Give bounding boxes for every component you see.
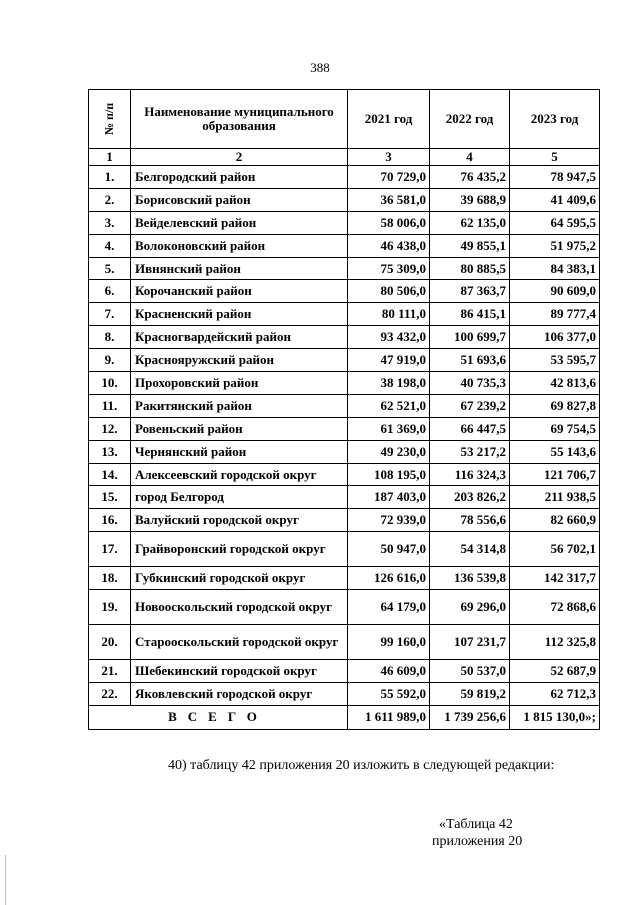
value-2023: 56 702,1 xyxy=(510,532,600,567)
value-2023: 78 947,5 xyxy=(510,166,600,189)
value-2021: 99 160,0 xyxy=(348,625,430,660)
municipality-name: Белгородский район xyxy=(131,166,348,189)
row-number: 10. xyxy=(89,372,131,395)
row-number: 7. xyxy=(89,303,131,326)
value-2022: 39 688,9 xyxy=(430,188,510,211)
value-2021: 126 616,0 xyxy=(348,567,430,590)
value-2021: 108 195,0 xyxy=(348,463,430,486)
value-2021: 58 006,0 xyxy=(348,211,430,234)
value-2023: 142 317,7 xyxy=(510,567,600,590)
value-2021: 72 939,0 xyxy=(348,509,430,532)
value-2023: 121 706,7 xyxy=(510,463,600,486)
total-row xyxy=(89,705,600,729)
value-2021: 46 438,0 xyxy=(348,234,430,257)
municipality-name: Алексеевский городской округ xyxy=(131,463,348,486)
row-number: 2. xyxy=(89,188,131,211)
value-2023: 53 595,7 xyxy=(510,349,600,372)
municipality-name: Грайворонский городской округ xyxy=(131,532,348,567)
header-2021: 2021 год xyxy=(348,90,430,149)
header-2023: 2023 год xyxy=(510,90,600,149)
municipality-name: Ракитянский район xyxy=(131,394,348,417)
row-number: 20. xyxy=(89,625,131,660)
header-row xyxy=(89,90,600,149)
table-row xyxy=(89,349,600,372)
value-2022: 107 231,7 xyxy=(430,625,510,660)
table-row xyxy=(89,326,600,349)
value-2021: 36 581,0 xyxy=(348,188,430,211)
table-caption-title: «Таблица 42 xyxy=(439,817,513,832)
value-2021: 80 506,0 xyxy=(348,280,430,303)
table-row xyxy=(89,211,600,234)
municipality-name: Вейделевский район xyxy=(131,211,348,234)
value-2021: 187 403,0 xyxy=(348,486,430,509)
value-2023: 82 660,9 xyxy=(510,509,600,532)
total-label: ВСЕГО xyxy=(89,705,348,729)
municipality-name: Волоконовский район xyxy=(131,234,348,257)
instruction-text: 40) таблицу 42 приложения 20 изложить в следующей редакции: xyxy=(168,758,555,773)
municipality-name: Прохоровский район xyxy=(131,372,348,395)
table-caption-appendix: приложения 20 xyxy=(432,834,523,849)
index-row xyxy=(89,149,600,166)
value-2022: 100 699,7 xyxy=(430,326,510,349)
value-2023: 72 868,6 xyxy=(510,590,600,625)
table-row xyxy=(89,463,600,486)
value-2021: 55 592,0 xyxy=(348,683,430,706)
table-row xyxy=(89,567,600,590)
row-number: 22. xyxy=(89,683,131,706)
table-row xyxy=(89,440,600,463)
table-row xyxy=(89,394,600,417)
municipality-name: город Белгород xyxy=(131,486,348,509)
value-2021: 64 179,0 xyxy=(348,590,430,625)
municipality-name: Красненский район xyxy=(131,303,348,326)
table-row xyxy=(89,257,600,280)
table-row xyxy=(89,509,600,532)
value-2023: 51 975,2 xyxy=(510,234,600,257)
table-row xyxy=(89,372,600,395)
total-2022: 1 739 256,6 xyxy=(430,705,510,729)
municipality-name: Ивнянский район xyxy=(131,257,348,280)
value-2023: 62 712,3 xyxy=(510,683,600,706)
municipality-name: Краснояружский район xyxy=(131,349,348,372)
table-row xyxy=(89,417,600,440)
row-number: 17. xyxy=(89,532,131,567)
value-2021: 93 432,0 xyxy=(348,326,430,349)
value-2023: 52 687,9 xyxy=(510,660,600,683)
table-row xyxy=(89,303,600,326)
municipality-name: Красногвардейский район xyxy=(131,326,348,349)
table-row xyxy=(89,188,600,211)
table-row xyxy=(89,280,600,303)
value-2022: 78 556,6 xyxy=(430,509,510,532)
row-number: 8. xyxy=(89,326,131,349)
row-number: 5. xyxy=(89,257,131,280)
value-2023: 69 827,8 xyxy=(510,394,600,417)
value-2023: 90 609,0 xyxy=(510,280,600,303)
value-2022: 69 296,0 xyxy=(430,590,510,625)
value-2023: 112 325,8 xyxy=(510,625,600,660)
value-2023: 211 938,5 xyxy=(510,486,600,509)
value-2021: 80 111,0 xyxy=(348,303,430,326)
municipality-name: Новооскольский городской округ xyxy=(131,590,348,625)
value-2022: 54 314,8 xyxy=(430,532,510,567)
municipality-name: Чернянский район xyxy=(131,440,348,463)
municipality-name: Ровеньский район xyxy=(131,417,348,440)
value-2022: 116 324,3 xyxy=(430,463,510,486)
value-2022: 136 539,8 xyxy=(430,567,510,590)
value-2022: 62 135,0 xyxy=(430,211,510,234)
table-row xyxy=(89,625,600,660)
municipality-name: Губкинский городской округ xyxy=(131,567,348,590)
value-2023: 41 409,6 xyxy=(510,188,600,211)
total-2021: 1 611 989,0 xyxy=(348,705,430,729)
table-row xyxy=(89,486,600,509)
value-2022: 40 735,3 xyxy=(430,372,510,395)
municipality-name: Старооскольский городской округ xyxy=(131,625,348,660)
index-cell: 5 xyxy=(510,149,600,166)
value-2023: 89 777,4 xyxy=(510,303,600,326)
value-2023: 84 383,1 xyxy=(510,257,600,280)
row-number: 19. xyxy=(89,590,131,625)
value-2022: 51 693,6 xyxy=(430,349,510,372)
value-2022: 50 537,0 xyxy=(430,660,510,683)
value-2021: 61 369,0 xyxy=(348,417,430,440)
value-2023: 55 143,6 xyxy=(510,440,600,463)
row-number: 14. xyxy=(89,463,131,486)
header-name: Наименование муниципального образования xyxy=(131,90,348,149)
header-num: № п/п xyxy=(89,90,131,149)
header-2022: 2022 год xyxy=(430,90,510,149)
municipality-name: Корочанский район xyxy=(131,280,348,303)
value-2022: 66 447,5 xyxy=(430,417,510,440)
index-cell: 1 xyxy=(89,149,131,166)
value-2022: 86 415,1 xyxy=(430,303,510,326)
table-row xyxy=(89,166,600,189)
value-2021: 62 521,0 xyxy=(348,394,430,417)
value-2023: 69 754,5 xyxy=(510,417,600,440)
row-number: 21. xyxy=(89,660,131,683)
value-2023: 42 813,6 xyxy=(510,372,600,395)
table-row xyxy=(89,590,600,625)
row-number: 11. xyxy=(89,394,131,417)
municipality-name: Шебекинский городской округ xyxy=(131,660,348,683)
municipality-name: Борисовский район xyxy=(131,188,348,211)
value-2023: 64 595,5 xyxy=(510,211,600,234)
index-cell: 3 xyxy=(348,149,430,166)
row-number: 16. xyxy=(89,509,131,532)
scan-edge-line xyxy=(5,855,6,905)
value-2022: 87 363,7 xyxy=(430,280,510,303)
value-2023: 106 377,0 xyxy=(510,326,600,349)
row-number: 3. xyxy=(89,211,131,234)
page-number: 388 xyxy=(310,60,330,75)
value-2021: 38 198,0 xyxy=(348,372,430,395)
row-number: 6. xyxy=(89,280,131,303)
row-number: 18. xyxy=(89,567,131,590)
subsidy-table xyxy=(88,89,600,730)
value-2021: 49 230,0 xyxy=(348,440,430,463)
row-number: 15. xyxy=(89,486,131,509)
value-2021: 70 729,0 xyxy=(348,166,430,189)
row-number: 13. xyxy=(89,440,131,463)
row-number: 4. xyxy=(89,234,131,257)
value-2022: 203 826,2 xyxy=(430,486,510,509)
total-2023: 1 815 130,0»; xyxy=(510,705,600,729)
table-row xyxy=(89,234,600,257)
index-cell: 4 xyxy=(430,149,510,166)
value-2022: 80 885,5 xyxy=(430,257,510,280)
value-2022: 67 239,2 xyxy=(430,394,510,417)
value-2022: 76 435,2 xyxy=(430,166,510,189)
index-cell: 2 xyxy=(131,149,348,166)
value-2021: 46 609,0 xyxy=(348,660,430,683)
municipality-name: Яковлевский городской округ xyxy=(131,683,348,706)
row-number: 1. xyxy=(89,166,131,189)
row-number: 9. xyxy=(89,349,131,372)
value-2021: 47 919,0 xyxy=(348,349,430,372)
row-number: 12. xyxy=(89,417,131,440)
value-2022: 49 855,1 xyxy=(430,234,510,257)
value-2022: 59 819,2 xyxy=(430,683,510,706)
table-row xyxy=(89,660,600,683)
value-2022: 53 217,2 xyxy=(430,440,510,463)
municipality-name: Валуйский городской округ xyxy=(131,509,348,532)
table-row xyxy=(89,683,600,706)
table-row xyxy=(89,532,600,567)
value-2021: 50 947,0 xyxy=(348,532,430,567)
value-2021: 75 309,0 xyxy=(348,257,430,280)
